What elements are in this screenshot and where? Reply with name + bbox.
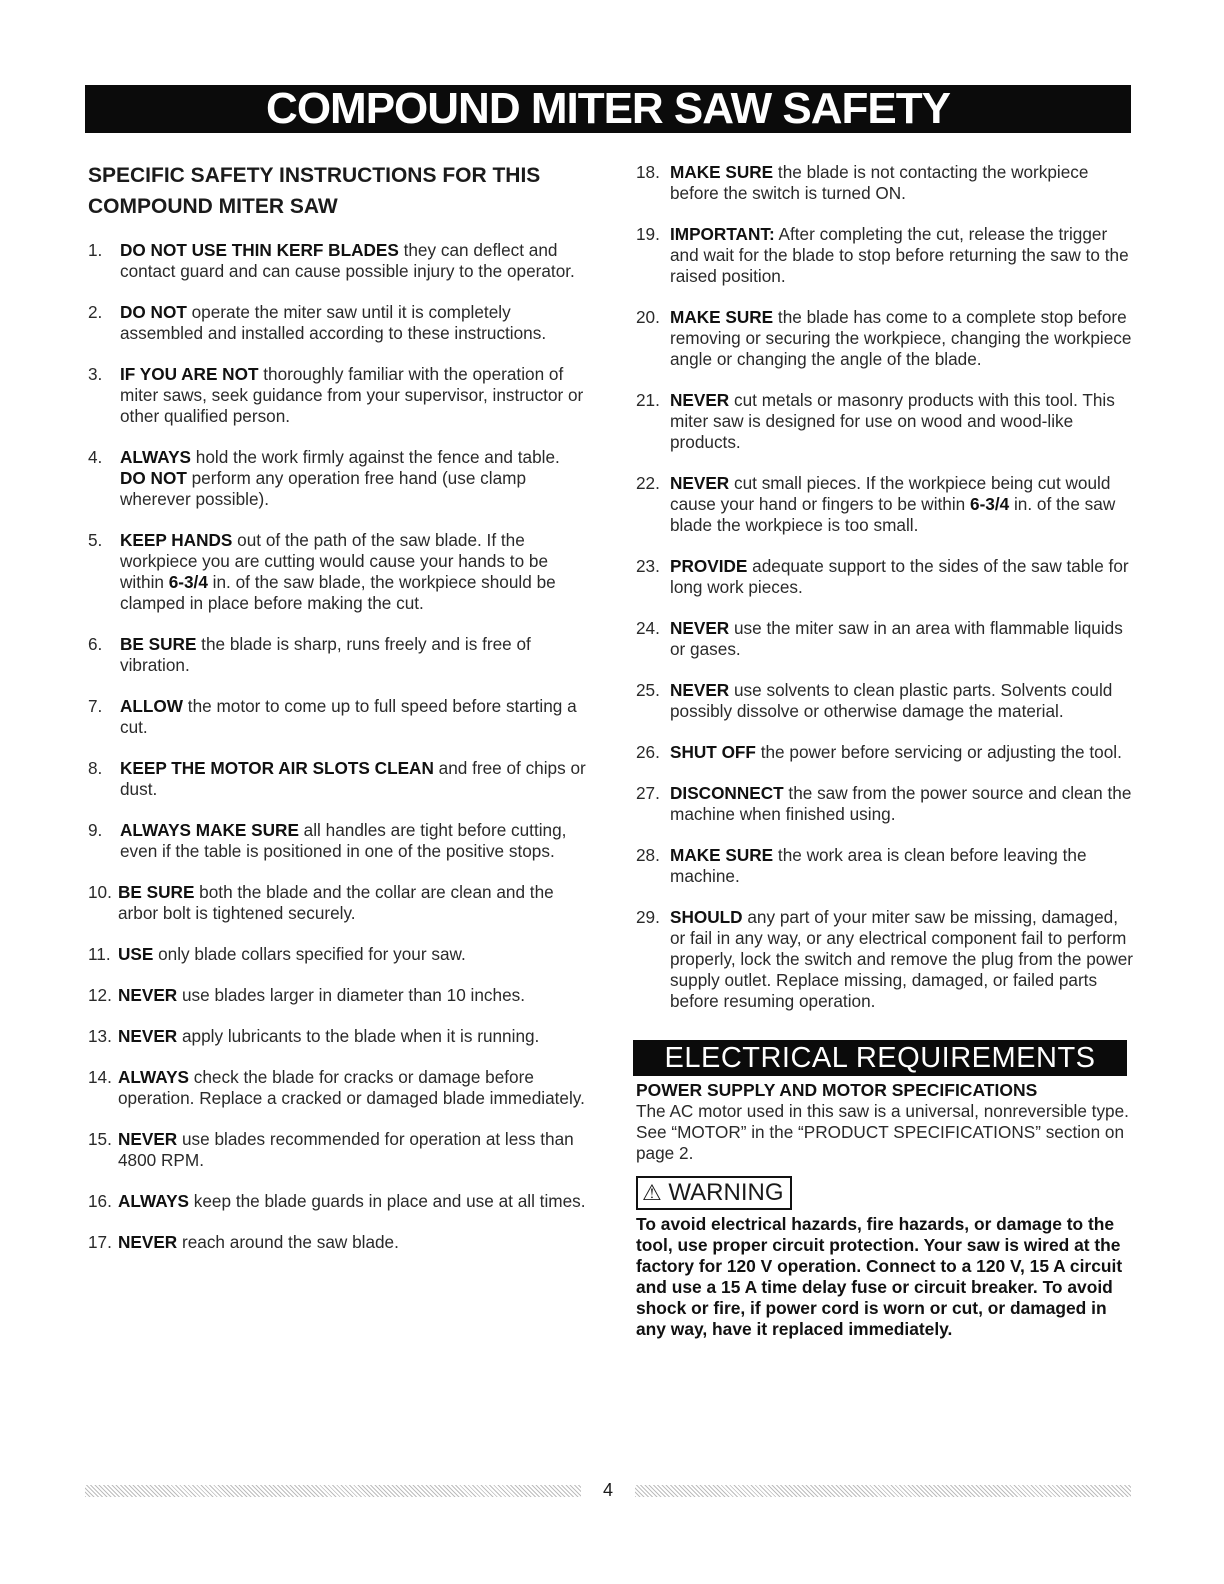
item-text: out of the path of the saw blade. If the workpiece you are cutting would cause your hands to be within — [120, 530, 549, 592]
item-number: 24. — [636, 618, 660, 638]
item-lead: DISCONNECT — [670, 783, 784, 803]
warning-text: To avoid electrical hazards, fire hazards, or damage to the tool, use proper circuit protection. Your saw is wired at the factory for 120 V operation. Connect to a 120 V, 15 A circuit and use a 15 A time delay fuse or circuit breaker. To avoid shock or fire, if power cord is worn or cut, or damaged in any way, have it replaced immediately. — [636, 1214, 1123, 1339]
item-number: 29. — [636, 907, 660, 927]
instruction-item — [88, 1191, 588, 1212]
page-title: COMPOUND MITER SAW SAFETY — [85, 85, 1131, 133]
item-lead: MAKE SURE — [670, 845, 774, 865]
section-heading: SPECIFIC SAFETY INSTRUCTIONS FOR THIS COMPOUND MITER SAW — [88, 164, 541, 218]
power-supply-text: The AC motor used in this saw is a universal, nonreversible type. See “MOTOR” in the “PRODUCT SPECIFICATIONS” section on page 2. — [636, 1101, 1129, 1163]
item-text: the motor to come up to full speed before starting a cut. — [120, 696, 577, 737]
item-text: the power before servicing or adjusting the tool. — [755, 742, 1122, 762]
instruction-item — [636, 845, 1136, 887]
item-number: 5. — [88, 530, 103, 550]
item-text: adequate support to the sides of the saw table for long work pieces. — [670, 556, 1129, 597]
instruction-item — [88, 820, 588, 862]
warning-triangle-icon: ⚠ — [642, 1180, 662, 1205]
item-text: cut small pieces. If the workpiece being cut would cause your hand or fingers to be within — [670, 473, 1111, 514]
item-text-secondary: in. of the saw blade, the workpiece should be clamped in place before making the cut. — [120, 572, 556, 613]
item-number: 22. — [636, 473, 660, 493]
item-text: use solvents to clean plastic parts. Solvents could possibly dissolve or otherwise damage the material. — [670, 680, 1113, 721]
instruction-item — [88, 240, 588, 282]
item-text: apply lubricants to the blade when it is running. — [177, 1026, 540, 1046]
item-number: 13. — [88, 1026, 112, 1046]
instruction-item — [636, 618, 1136, 660]
item-lead: USE — [118, 944, 154, 964]
item-lead: SHUT OFF — [670, 742, 756, 762]
item-lead: KEEP THE MOTOR AIR SLOTS CLEAN — [120, 758, 434, 778]
page-number: 4 — [602, 1480, 613, 1500]
item-text: cut metals or masonry products with this tool. This miter saw is designed for use on wood and wood-like products. — [670, 390, 1115, 452]
item-number: 23. — [636, 556, 660, 576]
instruction-item — [88, 1232, 588, 1253]
item-lead: IMPORTANT: — [670, 224, 775, 244]
item-lead: ALWAYS — [118, 1191, 189, 1211]
item-text: After completing the cut, release the trigger and wait for the blade to stop before returning the saw to the raised position. — [670, 224, 1129, 286]
instruction-item — [88, 634, 588, 676]
item-text-secondary: in. of the saw blade the workpiece is too small. — [670, 494, 1116, 535]
warning-label-text: WARNING — [668, 1179, 784, 1206]
item-text: the blade is sharp, runs freely and is free of vibration. — [120, 634, 531, 675]
item-number: 8. — [88, 758, 103, 778]
item-lead: IF YOU ARE NOT — [120, 364, 259, 384]
item-lead: NEVER — [118, 1129, 178, 1149]
item-lead-secondary: DO NOT — [120, 468, 187, 488]
item-lead-secondary: 6-3/4 — [970, 494, 1010, 514]
item-text-secondary: perform any operation free hand (use clamp wherever possible). — [120, 468, 527, 509]
item-text: the blade has come to a complete stop before removing or securing the workpiece, changing the workpiece angle or changing the angle of the blade. — [670, 307, 1132, 369]
item-text: all handles are tight before cutting, even if the table is positioned in one of the positive stops. — [120, 820, 567, 861]
instruction-item — [636, 783, 1136, 825]
item-text: only blade collars specified for your saw. — [153, 944, 466, 964]
item-lead: DO NOT USE THIN KERF BLADES — [120, 240, 399, 260]
item-lead: MAKE SURE — [670, 162, 774, 182]
item-number: 1. — [88, 240, 103, 260]
item-number: 28. — [636, 845, 660, 865]
instruction-list-left — [88, 240, 588, 1253]
item-number: 21. — [636, 390, 660, 410]
instruction-item — [636, 390, 1136, 453]
item-text: the saw from the power source and clean the machine when finished using. — [670, 783, 1132, 824]
instruction-item — [636, 556, 1136, 598]
item-number: 3. — [88, 364, 103, 384]
instruction-item — [636, 224, 1136, 287]
item-text: the work area is clean before leaving the machine. — [670, 845, 1087, 886]
item-number: 2. — [88, 302, 103, 322]
item-number: 26. — [636, 742, 660, 762]
item-number: 10. — [88, 882, 112, 902]
right-column — [636, 162, 1136, 1340]
left-column — [88, 160, 588, 1273]
item-text: hold the work firmly against the fence and table. — [191, 447, 560, 467]
instruction-item — [636, 307, 1136, 370]
item-text: use blades recommended for operation at less than 4800 RPM. — [118, 1129, 574, 1170]
footer-pattern-right — [635, 1485, 1131, 1497]
warning-label — [636, 1176, 792, 1210]
item-number: 25. — [636, 680, 660, 700]
item-lead: ALWAYS MAKE SURE — [120, 820, 299, 840]
item-lead: MAKE SURE — [670, 307, 774, 327]
instruction-item — [636, 162, 1136, 204]
item-text: use blades larger in diameter than 10 inches. — [177, 985, 525, 1005]
item-lead: ALWAYS — [120, 447, 191, 467]
item-text: both the blade and the collar are clean and the arbor bolt is tightened securely. — [118, 882, 554, 923]
item-number: 15. — [88, 1129, 112, 1149]
item-lead: BE SURE — [118, 882, 195, 902]
instruction-item — [88, 364, 588, 427]
instruction-list-right — [636, 162, 1136, 1012]
item-number: 20. — [636, 307, 660, 327]
instruction-item — [88, 1129, 588, 1171]
item-lead: KEEP HANDS — [120, 530, 233, 550]
item-lead: NEVER — [670, 618, 730, 638]
item-lead: NEVER — [670, 390, 730, 410]
item-number: 19. — [636, 224, 660, 244]
item-lead: SHOULD — [670, 907, 743, 927]
item-number: 12. — [88, 985, 112, 1005]
instruction-item — [88, 696, 588, 738]
item-number: 18. — [636, 162, 660, 182]
item-text: any part of your miter saw be missing, damaged, or fail in any way, or any electrical component fail to perform properly, lock the switch and remove the plug from the power supply outlet. Replace missing, damaged, or failed parts before resuming operation. — [670, 907, 1134, 1011]
footer-pattern-left — [85, 1485, 581, 1497]
electrical-requirements-title: ELECTRICAL REQUIREMENTS — [633, 1040, 1127, 1076]
item-text: and free of chips or dust. — [120, 758, 586, 799]
instruction-item — [88, 758, 588, 800]
item-number: 27. — [636, 783, 660, 803]
item-number: 16. — [88, 1191, 112, 1211]
item-lead: ALWAYS — [118, 1067, 189, 1087]
item-number: 17. — [88, 1232, 112, 1252]
item-text: thoroughly familiar with the operation of miter saws, seek guidance from your supervisor, instructor or other qualified person. — [120, 364, 584, 426]
item-text: keep the blade guards in place and use at all times. — [189, 1191, 586, 1211]
item-lead: NEVER — [670, 473, 730, 493]
instruction-item — [88, 302, 588, 344]
item-lead: NEVER — [118, 985, 178, 1005]
item-lead: BE SURE — [120, 634, 197, 654]
item-number: 6. — [88, 634, 103, 654]
power-supply-heading: POWER SUPPLY AND MOTOR SPECIFICATIONS — [636, 1080, 1038, 1100]
item-lead: NEVER — [118, 1232, 178, 1252]
item-lead: NEVER — [670, 680, 730, 700]
item-number: 11. — [88, 944, 111, 964]
item-text: operate the miter saw until it is completely assembled and installed according to these instructions. — [120, 302, 547, 343]
instruction-item — [636, 680, 1136, 722]
item-lead-secondary: 6-3/4 — [168, 572, 208, 592]
instruction-item — [636, 742, 1136, 763]
instruction-item — [88, 882, 588, 924]
instruction-item — [88, 985, 588, 1006]
instruction-item — [88, 1067, 588, 1109]
item-number: 4. — [88, 447, 103, 467]
item-lead: NEVER — [118, 1026, 178, 1046]
item-text: check the blade for cracks or damage before operation. Replace a cracked or damaged blade immediately. — [118, 1067, 585, 1108]
item-lead: PROVIDE — [670, 556, 748, 576]
instruction-item — [88, 530, 588, 614]
item-lead: DO NOT — [120, 302, 187, 322]
item-number: 7. — [88, 696, 103, 716]
item-lead: ALLOW — [120, 696, 184, 716]
instruction-item — [636, 907, 1136, 1012]
instruction-item — [636, 473, 1136, 536]
item-number: 9. — [88, 820, 103, 840]
item-number: 14. — [88, 1067, 112, 1087]
item-text: use the miter saw in an area with flammable liquids or gases. — [670, 618, 1123, 659]
item-text: the blade is not contacting the workpiece before the switch is turned ON. — [670, 162, 1089, 203]
item-text: they can deflect and contact guard and can cause possible injury to the operator. — [120, 240, 575, 281]
page-footer — [85, 1478, 1131, 1502]
instruction-item — [88, 447, 588, 510]
instruction-item — [88, 944, 588, 965]
item-text: reach around the saw blade. — [177, 1232, 399, 1252]
instruction-item — [88, 1026, 588, 1047]
